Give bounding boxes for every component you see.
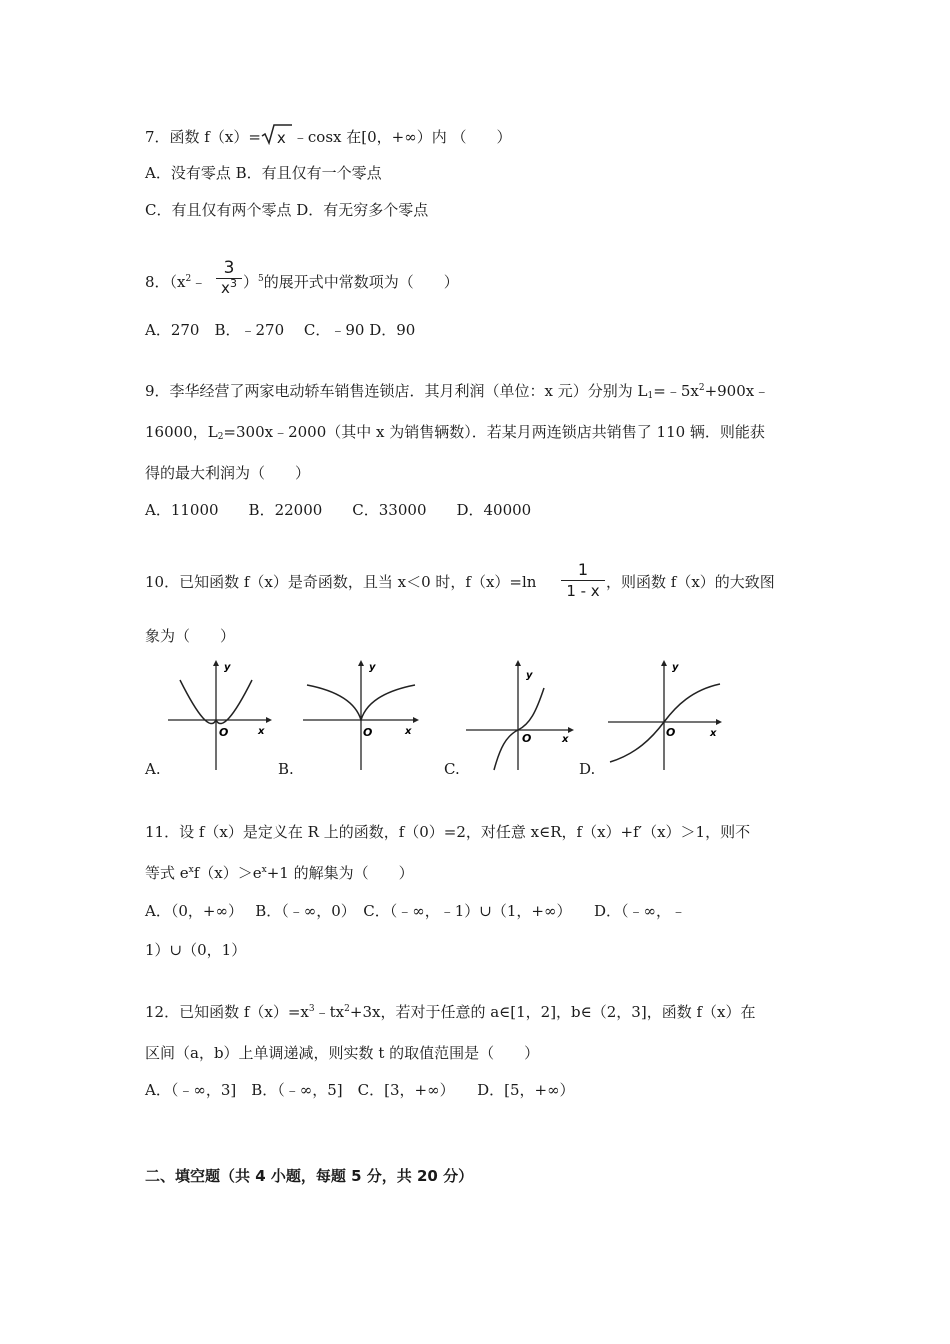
origin-label: O: [363, 726, 373, 739]
graph-c: [466, 658, 574, 774]
y-axis-label: y: [526, 670, 533, 681]
q9-options: A．11000 B．22000 C．33000 D．40000: [145, 501, 532, 519]
x-axis-arrow-icon: [266, 717, 272, 723]
y-axis-label: y: [672, 662, 679, 673]
q8-options: A．270 B．﹣270 C．﹣90 D．90: [145, 321, 416, 339]
q11-options-cont: 1）∪（0，1）: [145, 941, 247, 959]
graph-b: [303, 658, 419, 774]
x-axis-label: x: [258, 726, 265, 737]
q9-line2: 16000，$L_2=300x﹣2000$（其中 x 为销售辆数）．若某月两连锁店共销售了 110 辆．则能获: [145, 423, 765, 442]
q12-line2: 区间（a，b）上单调递减，则实数 t 的取值范围是（ ）: [145, 1044, 540, 1062]
y-axis-arrow-icon: [213, 660, 219, 666]
q8-fraction: [216, 258, 242, 297]
graph-d: [608, 658, 722, 774]
q9-line3: 得的最大利润为（ ）: [145, 464, 311, 482]
y-axis-arrow-icon: [358, 660, 364, 666]
q12-options: A．（﹣∞，3] B．（﹣∞，5] C．[3，+∞） D．[5，+∞）: [145, 1081, 575, 1099]
x-axis-label: x: [405, 726, 412, 737]
q11-line2: 等式 $e^xf(x)>e^x+1$ 的解集为（ ）: [145, 864, 414, 882]
q8-denominator: $x^3$: [216, 278, 242, 297]
graph-a: [168, 658, 272, 774]
q9-line1: 9．李华经营了两家电动轿车销售连锁店．其月利润（单位：x 元）分别为 $L_1=﹣5x^2+900x﹣$: [145, 382, 770, 401]
y-axis-arrow-icon: [515, 660, 521, 666]
x-axis-arrow-icon: [413, 717, 419, 723]
origin-label: O: [219, 726, 229, 739]
x-axis-arrow-icon: [716, 719, 722, 725]
origin-label: O: [666, 726, 676, 739]
curve: [610, 684, 720, 762]
graph-c-label: C.: [444, 760, 460, 778]
q10-fraction: [561, 560, 605, 601]
q8-stem-part2: ）$^5$的展开式中常数项为（ ）: [243, 273, 459, 291]
graph-d-label: D.: [579, 760, 596, 778]
y-axis-label: y: [224, 662, 231, 673]
q11-options: A．（0，+∞） B．（﹣∞，0） C．（﹣∞，﹣1）∪（1，+∞） D．（﹣∞，﹣: [145, 902, 686, 920]
q10-denominator: 1 - x: [561, 580, 605, 601]
q11-line1: 11．设 f（x）是定义在 R 上的函数，f（0）=2，对任意 x∈R，f（x）+f′（x）＞1，则不: [145, 823, 751, 841]
q12-line1: 12．已知函数 $f(x)=x^3﹣tx^2+3x$，若对于任意的 a∈[1，2]，b∈（2，3]，函数 f（x）在: [145, 1003, 756, 1021]
x-axis-label: x: [710, 728, 717, 739]
graph-b-label: B.: [278, 760, 294, 778]
section-2-title: 二、填空题（共 4 小题，每题 5 分，共 20 分）: [145, 1167, 474, 1185]
q8-numerator: 3: [223, 258, 235, 278]
q8-stem-part1: 8．（$x^2﹣$: [145, 273, 207, 291]
x-axis-label: x: [562, 734, 569, 745]
q7-stem: 7．函数 f（x）= x ﹣cosx 在[0，+∞）内 （ ）: [145, 126, 512, 147]
q10-line2: 象为（ ）: [145, 627, 236, 645]
origin-label: O: [522, 732, 532, 745]
q10-stem-part1: 10．已知函数 f（x）是奇函数，且当 x＜0 时，f（x）=ln: [145, 573, 537, 591]
sqrt-symbol: x: [261, 126, 293, 146]
q10-stem-part2: ，则函数 f（x）的大致图: [606, 573, 775, 591]
q7-options-cd: C．有且仅有两个零点 D．有无穷多个零点: [145, 201, 429, 219]
graph-a-label: A.: [145, 760, 161, 778]
y-axis-label: y: [369, 662, 376, 673]
y-axis-arrow-icon: [661, 660, 667, 666]
q7-options-ab: A．没有零点 B．有且仅有一个零点: [145, 164, 382, 182]
x-axis-arrow-icon: [568, 727, 574, 733]
q10-numerator: 1: [577, 560, 589, 579]
curve: [494, 688, 544, 770]
